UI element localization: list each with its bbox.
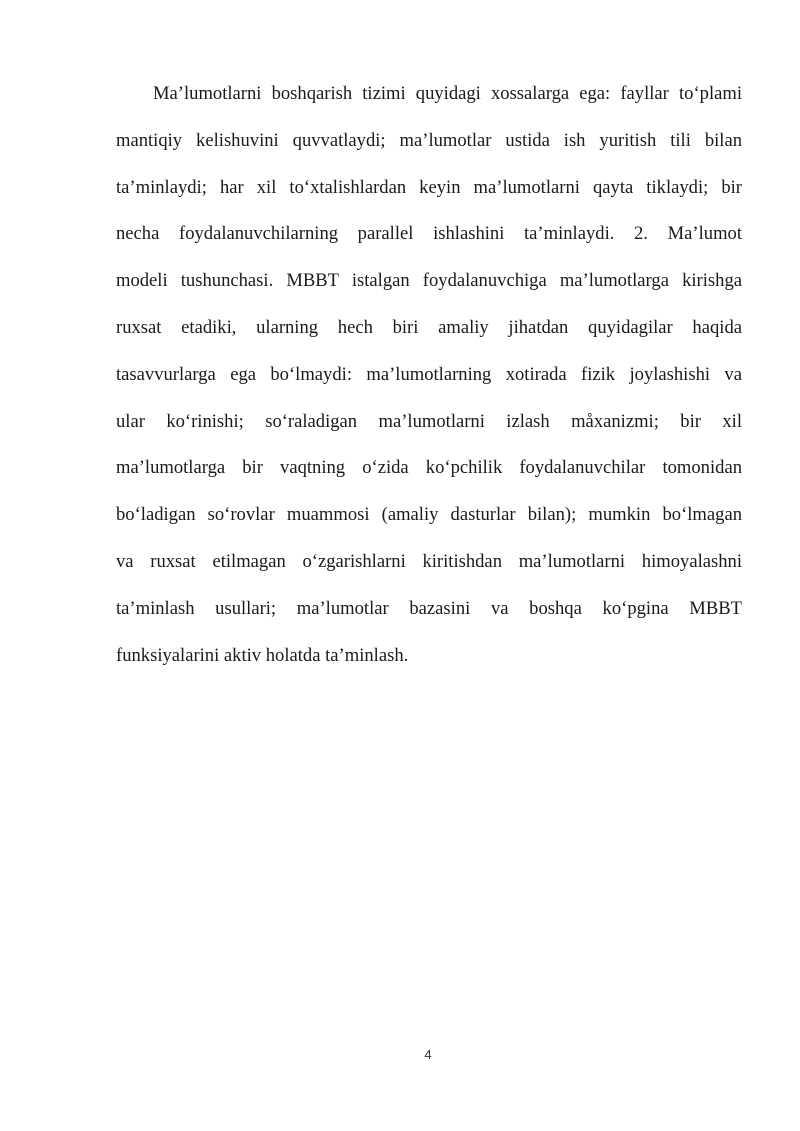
paragraph-line: tasavvurlarga ega bo‘lmaydi: ma’lumotlarning xotirada fizik joylashishi va [116,363,742,385]
paragraph-line: ma’lumotlarga bir vaqtning o‘zida ko‘pchilik foydalanuvchilar tomonidan [116,457,742,479]
paragraph-line: funksiyalarini aktiv holatda ta’minlash. [116,644,409,666]
paragraph-line: mantiqiy kelishuvini quvvatlaydi; ma’lumotlar ustida ish yuritish tili bilan [116,129,742,151]
paragraph-line: va ruxsat etilmagan o‘zgarishlarni kiritishdan ma’lumotlarni himoyalashni [116,550,742,572]
paragraph-line: ta’minlash usullari; ma’lumotlar bazasini va boshqa ko‘pgina MBBT [116,597,742,619]
paragraph-line: ular ko‘rinishi; so‘raladigan ma’lumotlarni izlash måxanizmi; bir xil [116,410,742,432]
paragraph-line: necha foydalanuvchilarning parallel ishlashini ta’minlaydi. 2. Ma’lumot [116,223,742,245]
page-number: 4 [424,1047,432,1062]
paragraph-line: Ma’lumotlarni boshqarish tizimi quyidagi xossalarga ega: fayllar to‘plami [153,83,742,104]
paragraph-line: ta’minlaydi; har xil to‘xtalishlardan keyin ma’lumotlarni qayta tiklaydi; bir [116,176,742,198]
paragraph-line: ruxsat etadiki, ularning hech biri amaliy jihatdan quyidagilar haqida [116,316,742,338]
paragraph-line: modeli tushunchasi. MBBT istalgan foydalanuvchiga ma’lumotlarga kirishga [116,270,742,292]
body-paragraph [116,71,742,679]
paragraph-line: bo‘ladigan so‘rovlar muammosi (amaliy dasturlar bilan); mumkin bo‘lmagan [116,504,742,526]
